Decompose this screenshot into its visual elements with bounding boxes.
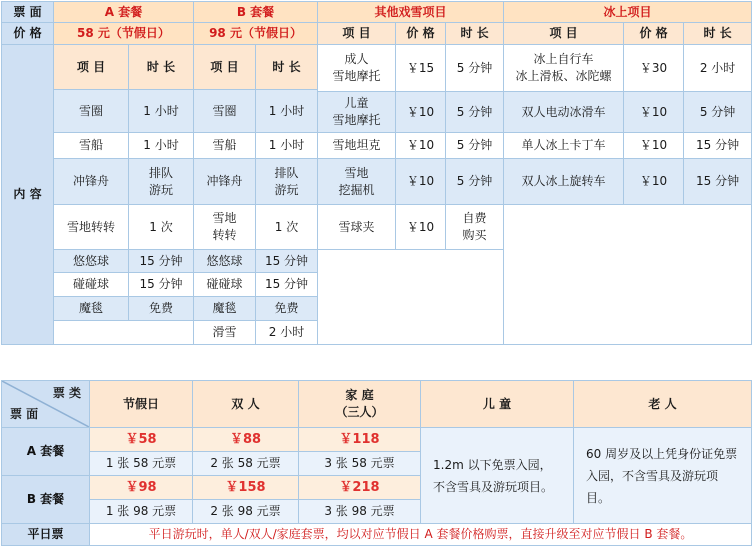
header-snow-items: 其他戏雪项目	[318, 2, 504, 23]
a-duration: 1 小时	[129, 90, 194, 133]
row-package-a: A 套餐	[2, 428, 90, 476]
ice-col-duration: 时 长	[684, 23, 752, 45]
corner-ticket-type: 票 类	[52, 386, 81, 400]
b-duration: 1 次	[256, 205, 318, 250]
snow-item: 雪地 挖掘机	[318, 159, 396, 205]
b-desc-family: 3 张 98 元票	[299, 500, 421, 524]
package-table	[1, 1, 752, 345]
b-duration: 排队 游玩	[256, 159, 318, 205]
a-item: 魔毯	[54, 297, 129, 321]
b-duration: 1 小时	[256, 133, 318, 159]
a-col-item: 项 目	[54, 45, 129, 90]
b-item: 雪船	[194, 133, 256, 159]
snow-col-item: 项 目	[318, 23, 396, 45]
ice-item: 双人冰上旋转车	[504, 159, 624, 205]
ice-item: 单人冰上卡丁车	[504, 133, 624, 159]
weekday-note: 平日游玩时，单人/双人/家庭套票，均以对应节假日 A 套餐价格购票，直接升级至对应节假日 B 套餐。	[90, 524, 752, 546]
ice-price: ￥10	[624, 133, 684, 159]
a-duration: 15 分钟	[129, 273, 194, 297]
ice-empty-area	[504, 205, 752, 345]
snow-item: 雪地坦克	[318, 133, 396, 159]
b-duration: 免费	[256, 297, 318, 321]
row-package-b: B 套餐	[2, 476, 90, 524]
b-duration: 1 小时	[256, 90, 318, 133]
child-note: 1.2m 以下免票入园，不含雪具及游玩项目。	[421, 428, 574, 524]
price-package-b: 98 元（节假日）	[194, 23, 318, 45]
ice-col-item: 项 目	[504, 23, 624, 45]
snow-duration: 5 分钟	[446, 92, 504, 133]
col-child: 儿 童	[421, 381, 574, 428]
b-duration: 2 小时	[256, 321, 318, 345]
header-package-b: B 套餐	[194, 2, 318, 23]
corner-cell	[2, 381, 90, 428]
b-duration: 15 分钟	[256, 273, 318, 297]
header-price: 价 格	[2, 23, 54, 45]
ticket-type-table	[1, 380, 752, 546]
snow-duration: 自费 购买	[446, 205, 504, 250]
b-duration: 15 分钟	[256, 250, 318, 273]
b-price-family: ￥218	[299, 476, 421, 500]
row-weekday: 平日票	[2, 524, 90, 546]
b-item: 悠悠球	[194, 250, 256, 273]
snow-col-price: 价 格	[396, 23, 446, 45]
b-price-holiday: ￥98	[90, 476, 193, 500]
a-duration: 1 次	[129, 205, 194, 250]
a-price-family: ￥118	[299, 428, 421, 452]
b-item: 雪圈	[194, 90, 256, 133]
header-ice-items: 冰上项目	[504, 2, 752, 23]
a-empty	[54, 321, 194, 345]
content-label: 内 容	[2, 45, 54, 345]
b-item: 滑雪	[194, 321, 256, 345]
snow-empty-area	[318, 250, 504, 345]
b-desc-holiday: 1 张 98 元票	[90, 500, 193, 524]
a-duration: 排队 游玩	[129, 159, 194, 205]
price-package-a: 58 元（节假日）	[54, 23, 194, 45]
a-duration: 15 分钟	[129, 250, 194, 273]
ice-col-price: 价 格	[624, 23, 684, 45]
snow-price: ￥15	[396, 45, 446, 92]
b-item: 雪地 转转	[194, 205, 256, 250]
header-package-a: A 套餐	[54, 2, 194, 23]
snow-item: 成人 雪地摩托	[318, 45, 396, 92]
a-desc-double: 2 张 58 元票	[193, 452, 299, 476]
header-ticket-face: 票 面	[2, 2, 54, 23]
b-item: 冲锋舟	[194, 159, 256, 205]
snow-price: ￥10	[396, 133, 446, 159]
a-col-duration: 时 长	[129, 45, 194, 90]
a-duration: 免费	[129, 297, 194, 321]
snow-duration: 5 分钟	[446, 159, 504, 205]
col-senior: 老 人	[574, 381, 752, 428]
b-col-item: 项 目	[194, 45, 256, 90]
snow-col-duration: 时 长	[446, 23, 504, 45]
a-item: 碰碰球	[54, 273, 129, 297]
snow-price: ￥10	[396, 205, 446, 250]
b-item: 碰碰球	[194, 273, 256, 297]
col-family: 家 庭 （三人）	[299, 381, 421, 428]
senior-note: 60 周岁及以上凭身份证免票入园，不含雪具及游玩项目。	[574, 428, 752, 524]
a-item: 雪地转转	[54, 205, 129, 250]
ice-item: 冰上自行车 冰上滑板、冰陀螺	[504, 45, 624, 92]
ice-duration: 5 分钟	[684, 92, 752, 133]
a-item: 悠悠球	[54, 250, 129, 273]
a-item: 雪船	[54, 133, 129, 159]
col-double: 双 人	[193, 381, 299, 428]
corner-ticket-face: 票 面	[10, 407, 39, 421]
snow-duration: 5 分钟	[446, 133, 504, 159]
a-desc-holiday: 1 张 58 元票	[90, 452, 193, 476]
snow-duration: 5 分钟	[446, 45, 504, 92]
a-price-holiday: ￥58	[90, 428, 193, 452]
ice-item: 双人电动冰滑车	[504, 92, 624, 133]
b-price-double: ￥158	[193, 476, 299, 500]
snow-price: ￥10	[396, 92, 446, 133]
col-holiday: 节假日	[90, 381, 193, 428]
snow-price: ￥10	[396, 159, 446, 205]
a-price-double: ￥88	[193, 428, 299, 452]
snow-item: 儿童 雪地摩托	[318, 92, 396, 133]
b-desc-double: 2 张 98 元票	[193, 500, 299, 524]
a-item: 冲锋舟	[54, 159, 129, 205]
ice-price: ￥10	[624, 92, 684, 133]
a-desc-family: 3 张 58 元票	[299, 452, 421, 476]
a-item: 雪圈	[54, 90, 129, 133]
ice-price: ￥10	[624, 159, 684, 205]
a-duration: 1 小时	[129, 133, 194, 159]
ice-price: ￥30	[624, 45, 684, 92]
ice-duration: 2 小时	[684, 45, 752, 92]
b-item: 魔毯	[194, 297, 256, 321]
ice-duration: 15 分钟	[684, 133, 752, 159]
b-col-duration: 时 长	[256, 45, 318, 90]
ice-duration: 15 分钟	[684, 159, 752, 205]
snow-item: 雪球夹	[318, 205, 396, 250]
